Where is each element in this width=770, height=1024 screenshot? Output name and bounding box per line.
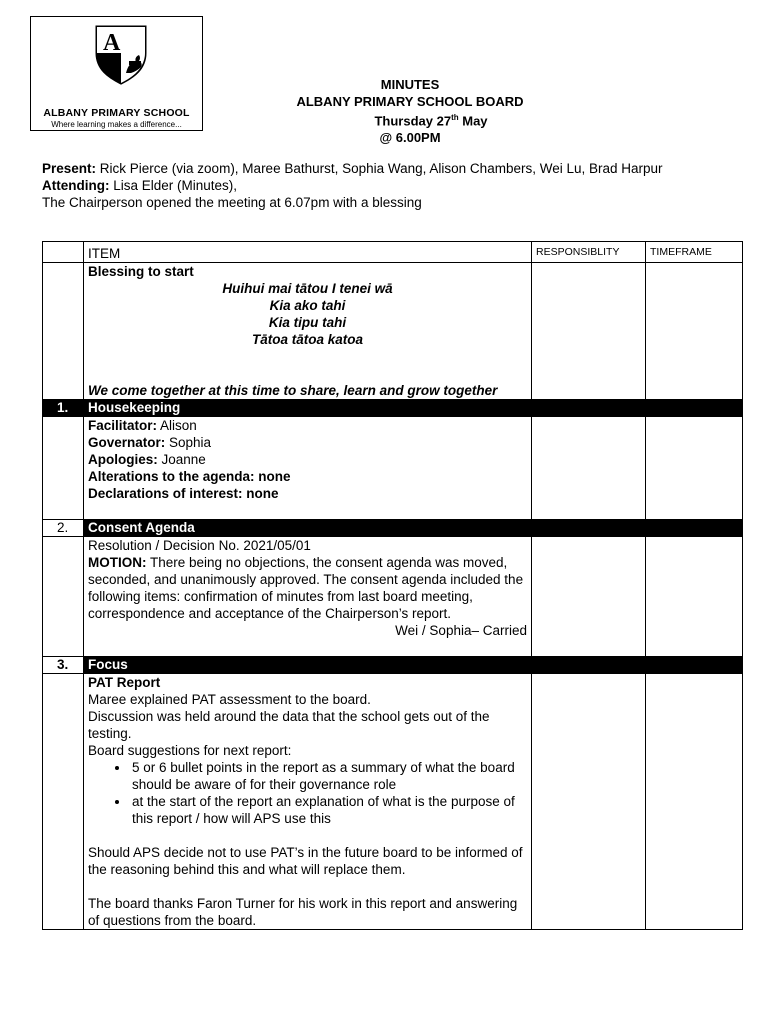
col-responsibility-header: RESPONSIBLITY [532, 242, 646, 263]
attendance-block [42, 160, 742, 211]
section-header-row [43, 400, 743, 417]
declarations-line: Declarations of interest: none [88, 486, 279, 501]
list-item: • 5 or 6 bullet points in the report as a summary of what the board should be aware of for their governance role [130, 759, 527, 793]
section-title: Housekeeping [84, 400, 532, 417]
section-number: 2. [43, 520, 84, 537]
facilitator-line: Facilitator: Alison [88, 418, 197, 433]
focus-paragraph: Should APS decide not to use PAT’s in the future board to be informed of the reasoning behind this and what will replace them. [88, 845, 523, 877]
crest-letter: A [103, 30, 121, 56]
governator-line: Governator: Sophia [88, 435, 212, 450]
focus-paragraph: The board thanks Faron Turner for his work in this report and answering of questions from the board. [88, 896, 518, 928]
attending-line: Attending: Lisa Elder (Minutes), [42, 178, 238, 193]
document-heading [260, 77, 560, 146]
pat-report-title: PAT Report [88, 675, 161, 690]
col-timeframe-header: TIMEFRAME [646, 242, 743, 263]
section-header-row [43, 520, 743, 537]
section-title: Focus [84, 657, 532, 674]
minutes-table [42, 241, 743, 930]
heading-minutes: MINUTES [380, 77, 440, 92]
heading-board: ALBANY PRIMARY SCHOOL BOARD [296, 93, 524, 109]
blessing-closing: We come together at this time to share, learn and grow together [88, 383, 498, 398]
table-row [43, 674, 743, 930]
section-title: Consent Agenda [84, 520, 532, 537]
heading-date: Thursday 27th May [374, 113, 488, 129]
section-number: 1. [43, 400, 84, 417]
focus-paragraph: Maree explained PAT assessment to the board. [88, 692, 371, 707]
focus-paragraph: Discussion was held around the data that the school gets out of the testing. [88, 709, 490, 741]
table-row [43, 417, 743, 520]
opening-line: The Chairperson opened the meeting at 6.07pm with a blessing [42, 195, 422, 210]
table-header-row [43, 242, 743, 263]
resolution-line: Resolution / Decision No. 2021/05/01 [88, 538, 311, 553]
carried-line: Wei / Sophia– Carried [395, 623, 527, 638]
list-item: • at the start of the report an explanation of what is the purpose of this report / how will APS use this [130, 793, 527, 827]
suggestions-list [88, 759, 527, 827]
col-item-header: ITEM [84, 242, 532, 263]
apologies-line: Apologies: Joanne [88, 452, 206, 467]
blessing-title: Blessing to start [88, 264, 194, 279]
motion-text: MOTION: There being no objections, the consent agenda was moved, seconded, and unanimously approved. The consent agenda included the following items: confirmation of minutes from last board meeting, correspondence and acceptance of the Chairperson’s report. [88, 555, 524, 621]
school-name: ALBANY PRIMARY SCHOOL [43, 107, 190, 119]
present-line: Present: Rick Pierce (via zoom), Maree Bathurst, Sophia Wang, Alison Chambers, Wei Lu, Brad Harpur [42, 161, 663, 176]
school-logo [30, 16, 203, 131]
alterations-line: Alterations to the agenda: none [88, 469, 291, 484]
focus-paragraph: Board suggestions for next report: [88, 743, 292, 758]
blessing-verse: Huihui mai tātou I tenei wā Kia ako tahi Kia tipu tahi Tātoa tātoa katoa [222, 281, 393, 347]
table-row [43, 263, 743, 400]
section-header-row [43, 657, 743, 674]
heading-time: @ 6.00PM [379, 129, 441, 145]
table-row [43, 537, 743, 657]
school-crest-icon [93, 23, 149, 85]
section-number: 3. [43, 657, 84, 674]
school-tagline: Where learning makes a difference... [51, 120, 182, 129]
